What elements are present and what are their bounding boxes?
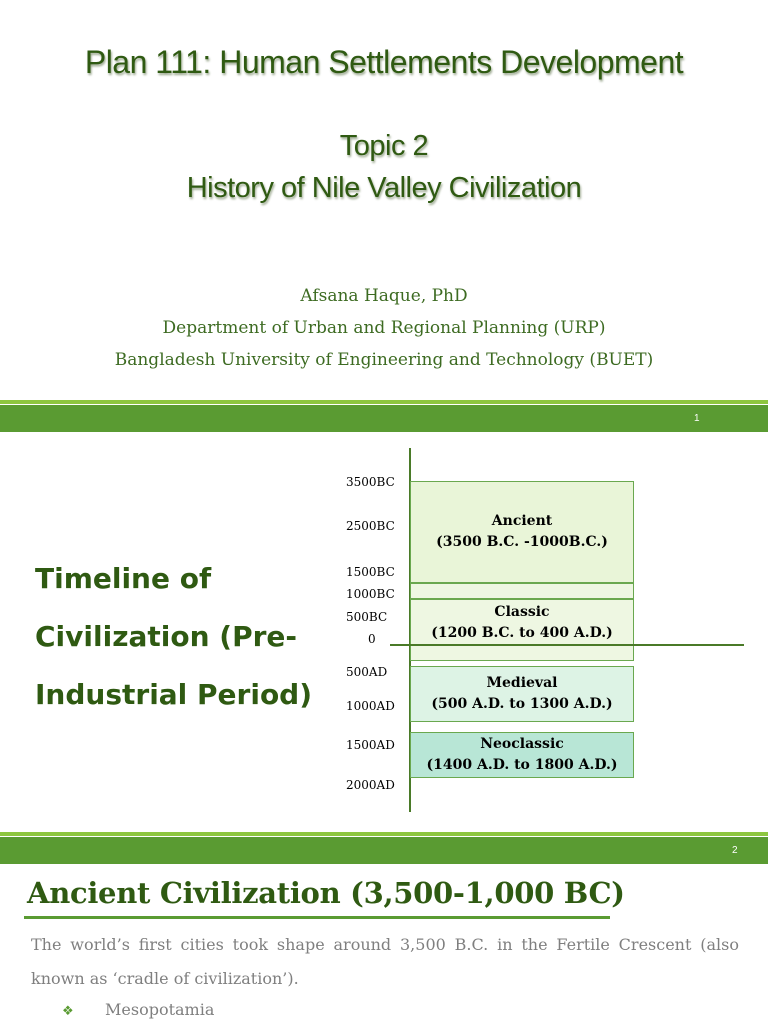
body-paragraph [31,928,739,996]
era-box-medieval [410,666,634,722]
topic-number: Topic 2 [339,130,429,162]
timeline-heading-line-3: Industrial Period) [35,678,313,711]
divider-accent-line [0,832,768,836]
tick-label-1500bc: 1500BC [346,565,395,579]
tick-label-1000bc: 1000BC [346,587,395,601]
author-department: Department of Urban and Regional Planning (URP) [162,318,606,338]
author-name: Afsana Haque, PhD [300,286,468,306]
topic-title: History of Nile Valley Civilization [186,172,582,204]
course-title: Plan 111: Human Settlements Development [84,44,684,80]
tick-label-zero: 0 [368,632,376,646]
divider-band [0,837,768,864]
tick-label-2500bc: 2500BC [346,519,395,533]
bullet-item [62,1000,214,1019]
era-range: (3500 B.C. -1000B.C.) [436,534,608,550]
paragraph-line-2: known as ‘cradle of civilization’). [31,969,299,988]
page-number-1: 1 [694,413,700,424]
era-name: Medieval [486,675,558,691]
timeline-heading [35,550,315,724]
author-university: Bangladesh University of Engineering and Technology (BUET) [114,350,654,370]
era-name: Classic [494,604,550,620]
section-title: Ancient Civilization (3,500-1,000 BC) [27,876,625,910]
title-underline [24,916,610,919]
tick-label-500ad: 500AD [346,665,388,679]
era-range: (500 A.D. to 1300 A.D.) [431,696,613,712]
tick-label-1500ad: 1500AD [346,738,395,752]
diamond-bullet-icon: ❖ [62,1004,74,1019]
era-box-neoclassic [410,732,634,778]
era-range: (1400 A.D. to 1800 A.D.) [426,757,618,773]
tick-label-500bc: 500BC [346,610,388,624]
paragraph-line-1: The world’s first cities took shape around 3,500 B.C. in the Fertile Crescent (also [31,935,739,954]
tick-label-1000ad: 1000AD [346,699,395,713]
timeline-heading-line-2: Civilization (Pre- [35,620,298,653]
era-overlap-band [410,583,634,599]
divider-band [0,405,768,432]
tick-label-3500bc: 3500BC [346,475,395,489]
tick-label-2000ad: 2000AD [346,778,395,792]
timeline-heading-line-1: Timeline of [35,562,212,595]
bullet-text: Mesopotamia [105,1000,215,1019]
era-name: Neoclassic [480,736,564,752]
era-box-classic [410,599,634,661]
divider-accent-line [0,400,768,404]
page-number-2: 2 [732,845,738,856]
era-range: (1200 B.C. to 400 A.D.) [431,625,613,641]
timeline-zero-line [390,644,744,646]
era-name: Ancient [491,513,553,529]
era-box-ancient [410,481,634,583]
